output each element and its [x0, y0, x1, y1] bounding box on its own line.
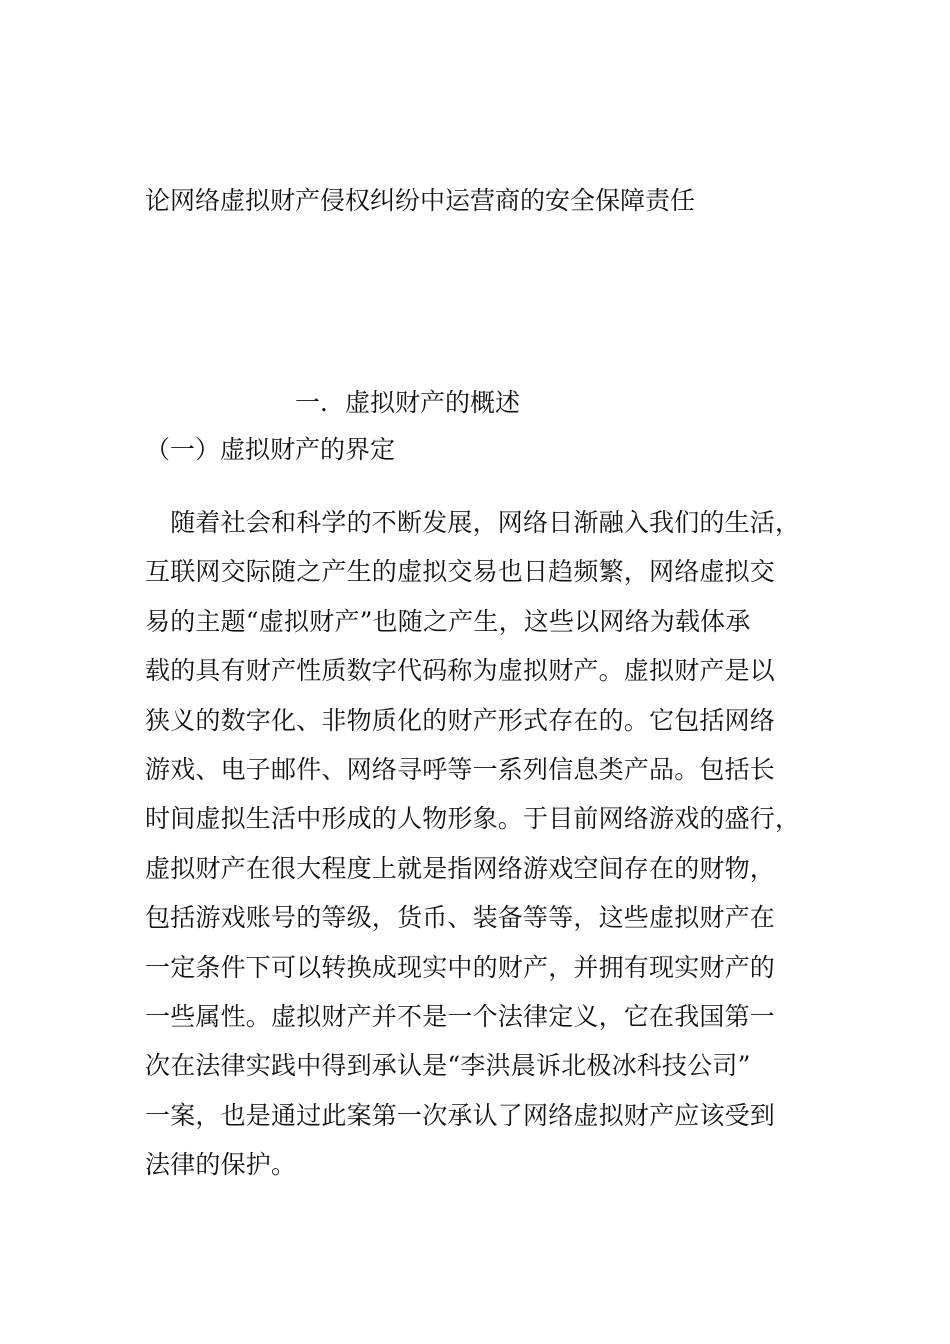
paragraph-line: 狭义的数字化、非物质化的财产形式存在的。它包括网络	[145, 705, 776, 735]
paragraph-line: 次在法律实践中得到承认是“李洪晨诉北极冰科技公司”	[145, 1051, 751, 1081]
paragraph-line: 互联网交际随之产生的虚拟交易也日趋频繁，网络虚拟交	[145, 557, 776, 587]
paragraph-line: 一定条件下可以转换成现实中的财产，并拥有现实财产的	[145, 952, 776, 982]
paragraph-line: 游戏、电子邮件、网络寻呼等一系列信息类产品。包括长	[145, 754, 776, 784]
sub-heading: （一）虚拟财产的界定	[145, 435, 396, 464]
paragraph-line: 载的具有财产性质数字代码称为虚拟财产。虚拟财产是以	[145, 656, 776, 686]
paragraph-line: 一些属性。虚拟财产并不是一个法律定义，它在我国第一	[145, 1001, 776, 1031]
paragraph-line: 一案，也是通过此案第一次承认了网络虚拟财产应该受到	[145, 1100, 776, 1130]
paragraph-line: 法律的保护。	[145, 1150, 297, 1180]
document-title: 论网络虚拟财产侵权纠纷中运营商的安全保障责任	[145, 186, 696, 215]
paragraph-line: 包括游戏账号的等级，货币、装备等等，这些虚拟财产在	[145, 903, 776, 933]
paragraph-line: 时间虚拟生活中形成的人物形象。于目前网络游戏的盛行，	[145, 804, 801, 834]
paragraph-line: 虚拟财产在很大程度上就是指网络游戏空间存在的财物，	[145, 853, 776, 883]
paragraph-line: 易的主题“虚拟财产”也随之产生，这些以网络为载体承	[145, 606, 751, 636]
body-paragraph	[145, 503, 815, 1194]
section-heading: 一．虚拟财产的概述	[295, 388, 521, 417]
paragraph-line: 随着社会和科学的不断发展，网络日渐融入我们的生活，	[145, 508, 801, 537]
